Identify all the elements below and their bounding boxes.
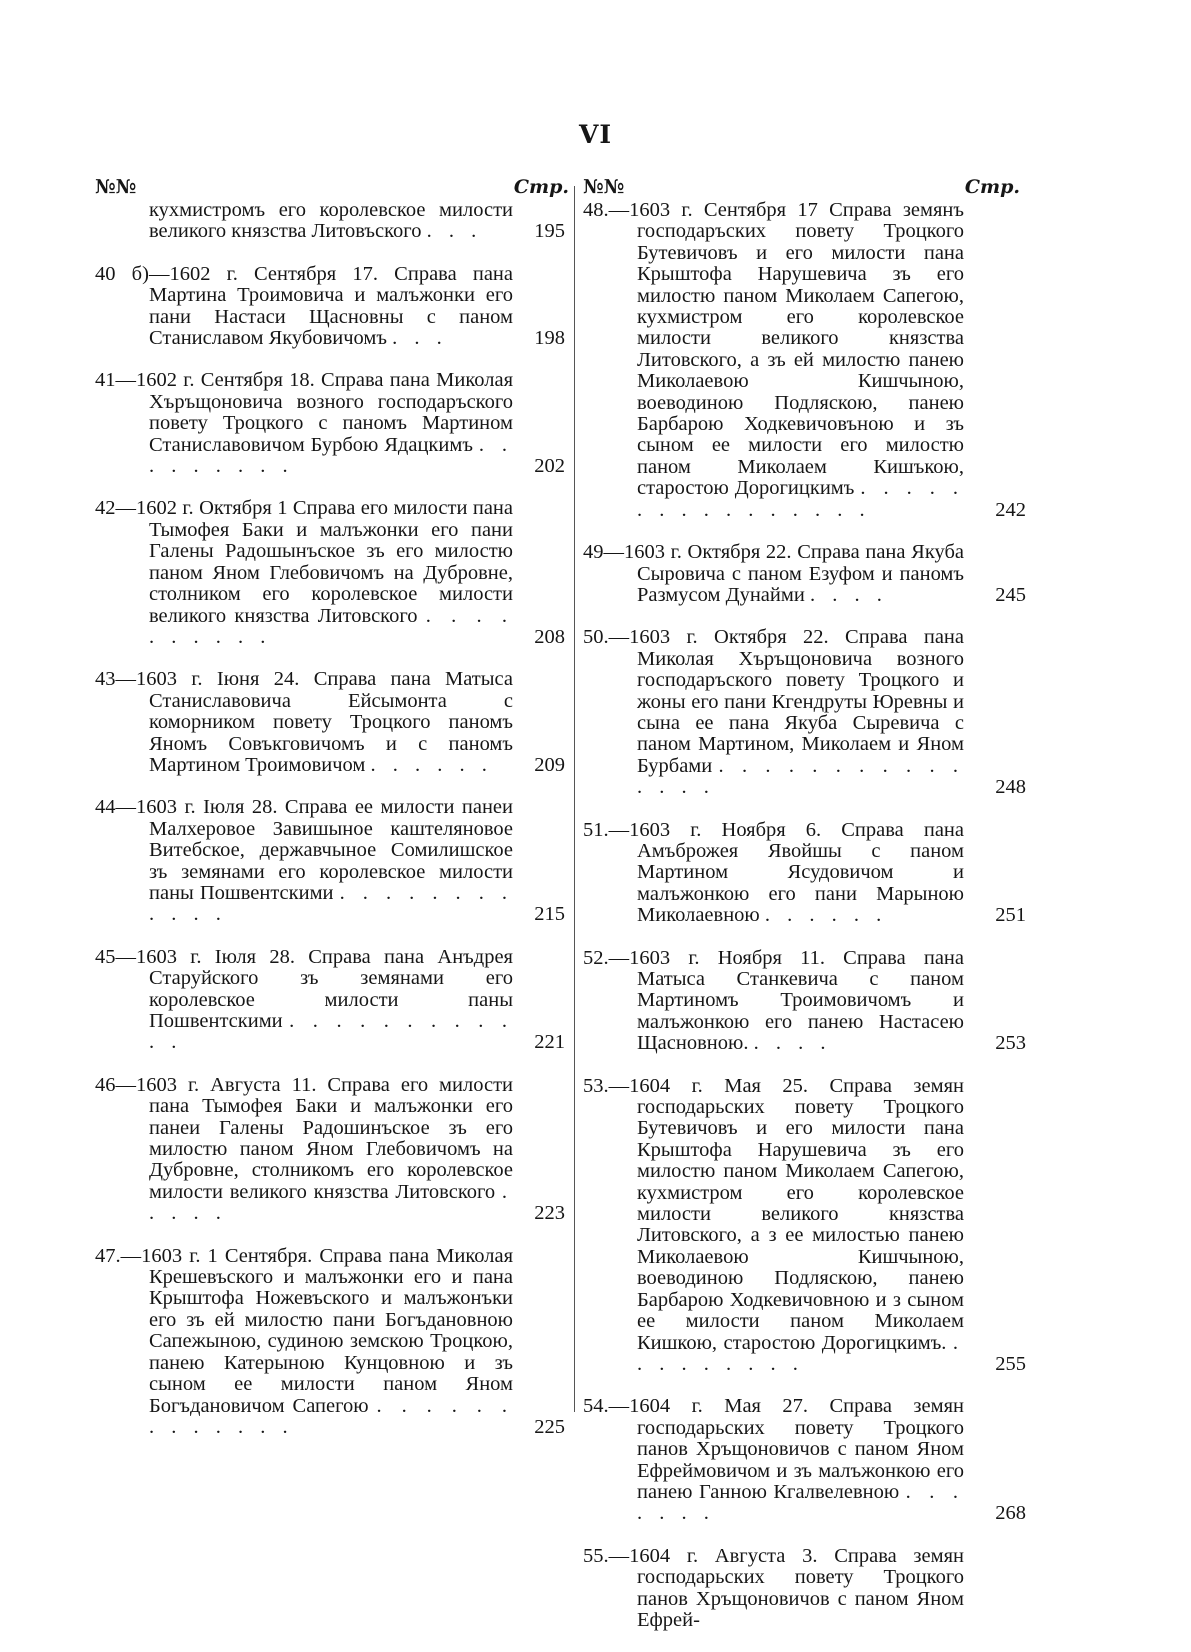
entry-page-number: 208 <box>534 625 565 648</box>
entry-number: 54. <box>583 1395 609 1418</box>
leader-dots: . . . . . . <box>764 904 888 927</box>
leader-dots: . . . . <box>753 1032 832 1055</box>
leader-dots: . . . . . . . . . . . . <box>149 1010 514 1054</box>
entry-number: 49 <box>583 541 604 564</box>
leader-dots: . . . . <box>809 583 888 606</box>
toc-entry <box>583 541 1026 606</box>
toc-entry <box>583 1074 1026 1376</box>
entry-text-block <box>583 542 964 606</box>
entry-page-number: 255 <box>995 1352 1026 1375</box>
entry-page-number: 202 <box>534 455 565 478</box>
toc-entry <box>583 626 1026 799</box>
entry-title: —1602 г. Сентября 17. Справа пана Мартина Троимовича и малъжонки его пани Настаси Щасновны с паном Станиславом Якубовичомъ <box>148 262 513 350</box>
entry-page-number: 209 <box>534 753 565 776</box>
entry-number: 50. <box>583 626 609 649</box>
entry-number: 53. <box>583 1074 609 1097</box>
entry-page-number: 195 <box>534 220 565 243</box>
entry-title: —1603 г. Іюня 24. Справа пана Матыса Станиславовича Ейсымонта с коморником повету Троцкого паномъ Яномъ Совъкговичомъ и с паномъ Мартином Троимовичом <box>115 668 513 776</box>
entry-number: 40 б) <box>95 262 149 285</box>
column-divider <box>574 186 575 1412</box>
toc-entry <box>95 200 569 243</box>
left-column-header <box>95 176 569 200</box>
entry-title: —1604 г. Мая 27. Справа земян господарьских повету Троцкого панов Хръщоновичов с паном Яном Ефреймовичом и зъ малъжонкою его панею Ганною Кгалвелевною <box>608 1395 964 1503</box>
toc-entry <box>583 818 1026 927</box>
leader-dots: . . . <box>392 327 448 350</box>
entry-page-number: 223 <box>534 1202 565 1225</box>
toc-entry <box>583 946 1026 1055</box>
entry-title: —1603 г. Сентября 17 Справа земянъ господаръских повету Троцкого Бутевичовъ и его милости пана Крыштофа Нарушевича зъ его милостю паном Миколаем Сапегою, кухмистром его королевское милости великого князства Литовского, а зъ ей милостю панею Миколаевою Кишчыною, воеводиною Подляскою, панею Барбарою Ходкевичовъною и зъ сыном ее милости его милостю паном Миколаем Кишъкою, старостою Дорогицкимъ <box>608 199 964 500</box>
entry-text-block <box>95 498 513 648</box>
toc-entry <box>95 370 569 477</box>
entry-number: 51. <box>583 818 609 841</box>
entry-text-block <box>583 627 964 798</box>
entry-text-block <box>583 1546 964 1632</box>
entry-page-number: 245 <box>995 583 1026 606</box>
entry-page-number: 221 <box>534 1031 565 1054</box>
entry-title: —1603 г. Ноября 6. Справа пана Амъброжея Явойшы с паном Мартином Ясудовичом и малъжонкою его пани Марыною Миколаевною <box>608 818 964 927</box>
entry-title: —1602 г. Октября 1 Справа его милости пана Тымофея Баки и малъжонки его пани Галены Радошынъское зъ его милостю паном Яном Глебовичомъ на Дубровне, столником его королевское милости великого князства Литовского <box>115 497 513 627</box>
leader-dots: . . . . . . . . . . . . . . . . <box>637 477 965 521</box>
entry-number: 45 <box>95 945 116 968</box>
leader-dots: . . . . . <box>149 1180 513 1225</box>
left-entries <box>95 200 569 1438</box>
entry-title: —1604 г. Августа 3. Справа земян господарьских повету Троцкого панов Хръщоновичов с паном Яном Ефрей- <box>608 1544 964 1631</box>
number-column-label: №№ <box>583 176 625 198</box>
entry-title: —1604 г. Мая 25. Справа земян господарьских повету Троцкого Бутевичовъ и его милости пана Крыштофа Нарушевича зъ его милостю паном Миколаем Сапегою, кухмистром его королевское милости великого князства Литовского, а з ее милостью панею Миколаевою Кишчыною, воеводиною Подляскою, панею Барбарою Ходкевичовною и з сыном ее милости паном Миколаем Кишкою, старостою Дорогицкимъ. <box>608 1074 964 1354</box>
toc-entry <box>95 1075 569 1225</box>
entry-number: 43 <box>95 668 116 691</box>
toc-entry <box>583 199 1026 521</box>
leader-dots: . . . . . . . . . . . . . . . <box>637 754 965 799</box>
toc-entry <box>95 797 569 925</box>
toc-entry <box>95 1246 569 1439</box>
entry-number: 55. <box>583 1544 609 1567</box>
entry-number: 44 <box>95 796 116 819</box>
entry-title: —1602 г. Сентября 18. Справа пана Миколая Хъръщоновича возного господаръского повету Троцкого с паномъ Мартином Станиславовичом Бурбою Ядацкимъ <box>115 369 513 456</box>
leader-dots: . . . . . . . . . . . . . <box>149 1394 514 1438</box>
entry-text-block <box>583 200 964 521</box>
entry-text-block <box>583 820 964 927</box>
entry-title: —1603 г. Октября 22. Справа пана Миколая Хъръщоновича возного господаръского повету Троцкого и жоны его пани Кгендруты Юревны и сына ее пана Якуба Сыревича с паном Мартином, Миколаем и Яном Бурбами <box>608 626 964 777</box>
toc-entry <box>95 669 569 776</box>
entry-page-number: 268 <box>995 1502 1026 1525</box>
entry-text-block <box>95 200 513 243</box>
entry-page-number: 248 <box>995 776 1026 799</box>
leader-dots: . . . <box>426 220 483 243</box>
toc-entry <box>583 1395 1026 1525</box>
entry-text-block <box>95 370 513 477</box>
leader-dots: . . . . . . . . . <box>637 1331 964 1375</box>
entry-text-block <box>583 948 964 1055</box>
right-entries <box>583 199 1026 1631</box>
leader-dots: . . . . . . . <box>637 1480 964 1525</box>
entry-title: —1603 г. Ноября 11. Справа пана Матыса Станкевича с паном Мартиномъ Троимовичомъ и малъжонкою его панею Настасею Щасновною. <box>608 946 964 1055</box>
entry-number: 48. <box>583 199 609 221</box>
entry-text-block <box>95 1075 513 1225</box>
entry-number: 42 <box>95 497 116 520</box>
entry-text-block <box>95 1246 513 1439</box>
entry-number: 41 <box>95 369 116 392</box>
leader-dots: . . . . . . . . . <box>149 433 514 478</box>
entry-text-block <box>95 264 513 350</box>
entry-title: —1603 г. Іюля 28. Справа пана Анъдрея Старуйского зъ земянами его королевское милости паны Пошвентскими <box>115 945 513 1032</box>
entry-text-block <box>95 947 513 1054</box>
entry-title: кухмистромъ его королевское милости великого князства Литовъского <box>149 199 513 243</box>
entry-page-number: 251 <box>995 904 1026 927</box>
leader-dots: . . . . . . <box>370 753 493 776</box>
left-column <box>95 176 569 1459</box>
entry-title: —1603 г. Іюля 28. Справа ее милости панеи Малхеровое Завишыное каштеляновое Витебское, державчыное Сомилишское зъ земянами его королевское милости паны Пошвентскими <box>115 796 513 904</box>
number-column-label: №№ <box>95 176 137 198</box>
entry-page-number: 225 <box>534 1415 565 1438</box>
entry-text-block <box>95 797 513 925</box>
toc-entry <box>95 264 569 350</box>
entry-title: —1603 г. 1 Сентября. Справа пана Миколая Крешевъского и малъжонки его и пана Крыштофа Ножевъского и малъжонъки его зъ ей милостю пани Богъдановною Сапежыною, судиною земскою Троцкою, панею Катерыною Кунцовною и зъ сыном ее милости паном Яном Богъдановичом Сапегою <box>120 1244 513 1417</box>
entry-number: 52. <box>583 946 609 969</box>
right-column-header <box>583 176 1020 200</box>
page-column-label: Стр. <box>964 176 1020 198</box>
entry-text-block <box>583 1396 964 1524</box>
entry-title: —1603 г. Октября 22. Справа пана Якуба Сыровича с паном Езуфом и паномъ Размусом Дунайми <box>603 541 964 606</box>
toc-entry <box>95 947 569 1054</box>
entry-number: 47. <box>95 1244 121 1267</box>
toc-entry <box>583 1546 1020 1632</box>
entry-title: —1603 г. Августа 11. Справа его милости пана Тымофея Баки и малъжонки его панеи Галены Радошинъское зъ его милостю паном Яном Глебовичомъ на Дубровне, столникомъ его королевское милости великого князства Литовского <box>115 1073 513 1203</box>
page-column-label: Стр. <box>513 176 569 198</box>
page-number: VI <box>578 120 613 149</box>
entry-page-number: 215 <box>534 903 565 926</box>
entry-text-block <box>95 669 513 776</box>
entry-page-number: 242 <box>995 498 1026 521</box>
right-column <box>583 176 1026 1652</box>
entry-page-number: 198 <box>534 327 565 350</box>
leader-dots: . . . . . . . . . . . . <box>149 881 514 926</box>
toc-entry <box>95 498 569 648</box>
entry-page-number: 253 <box>995 1032 1026 1055</box>
entry-number: 46 <box>95 1073 116 1096</box>
entry-text-block <box>583 1076 964 1376</box>
leader-dots: . . . . . . . . . . <box>149 604 513 648</box>
